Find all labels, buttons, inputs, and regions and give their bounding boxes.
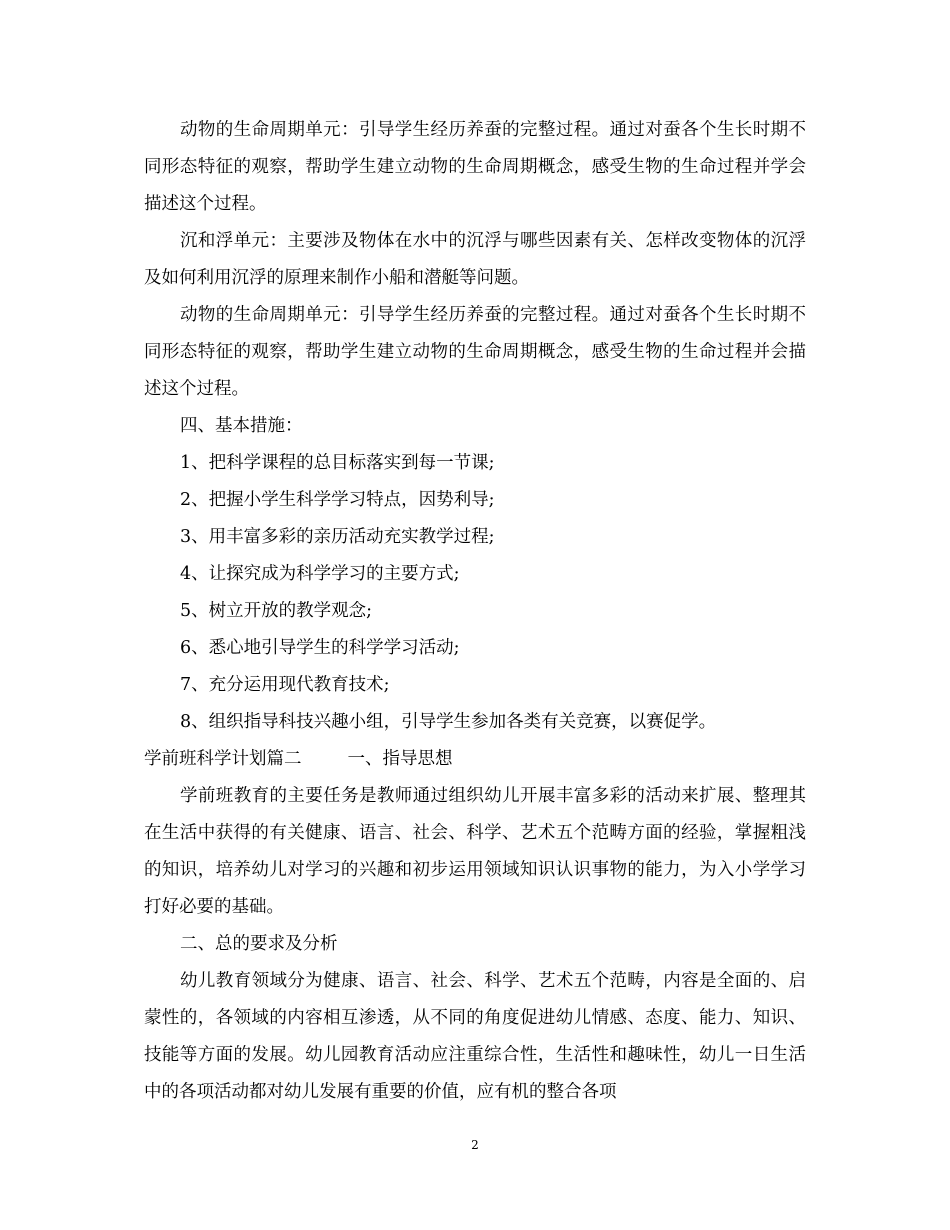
document-body — [144, 112, 806, 1111]
measure-item-7: 7、充分运用现代教育技术; — [180, 675, 390, 695]
measure-item-5: 5、树立开放的教学观念; — [180, 601, 373, 621]
measure-item-4: 4、让探究成为科学学习的主要方式; — [180, 564, 460, 584]
measure-item-1: 1、把科学课程的总目标落实到每一节课; — [180, 453, 495, 473]
measure-item-2: 2、把握小学生科学学习特点，因势利导; — [180, 490, 495, 510]
paragraph-sink-float-unit: 沉和浮单元：主要涉及物体在水中的沉浮与哪些因素有关、怎样改变物体的沉浮及如何利用沉浮的原理来制作小船和潜艇等问题。 — [144, 231, 806, 288]
measure-item-6: 6、悉心地引导学生的科学学习活动; — [180, 638, 460, 658]
section-title: 学前班科学计划篇二 — [144, 749, 302, 769]
section-heading — [144, 741, 806, 778]
heading-general-requirements: 二、总的要求及分析 — [180, 934, 338, 954]
paragraph-life-cycle-unit-repeat: 动物的生命周期单元：引导学生经历养蚕的完整过程。通过对蚕各个生长时期不同形态特征的观察，帮助学生建立动物的生命周期概念，感受生物的生命过程并会描述这个过程。 — [144, 305, 806, 399]
paragraph-education-domains: 幼儿教育领域分为健康、语言、社会、科学、艺术五个范畴，内容是全面的、启蒙性的，各领域的内容相互渗透，从不同的角度促进幼儿情感、态度、能力、知识、技能等方面的发展。幼儿园教育活动应注重综合性，生活性和趣味性，幼儿一日生活中的各项活动都对幼儿发展有重要的价值，应有机的整合各项 — [144, 971, 806, 1102]
paragraph-life-cycle-unit: 动物的生命周期单元：引导学生经历养蚕的完整过程。通过对蚕各个生长时期不同形态特征的观察，帮助学生建立动物的生命周期概念，感受生物的生命过程并学会描述这个过程。 — [144, 120, 806, 214]
section-subtitle: 一、指导思想 — [347, 749, 453, 769]
measure-item-8: 8、组织指导科技兴趣小组，引导学生参加各类有关竞赛，以赛促学。 — [180, 712, 717, 732]
heading-basic-measures: 四、基本措施： — [180, 416, 303, 436]
paragraph-guiding-ideology: 学前班教育的主要任务是教师通过组织幼儿开展丰富多彩的活动来扩展、整理其在生活中获得的有关健康、语言、社会、科学、艺术五个范畴方面的经验，掌握粗浅的知识，培养幼儿对学习的兴趣和初步运用领域知识认识事物的能力，为入小学学习打好必要的基础。 — [144, 786, 806, 917]
page-number: 2 — [471, 1138, 479, 1152]
measure-item-3: 3、用丰富多彩的亲历活动充实教学过程; — [180, 527, 495, 547]
